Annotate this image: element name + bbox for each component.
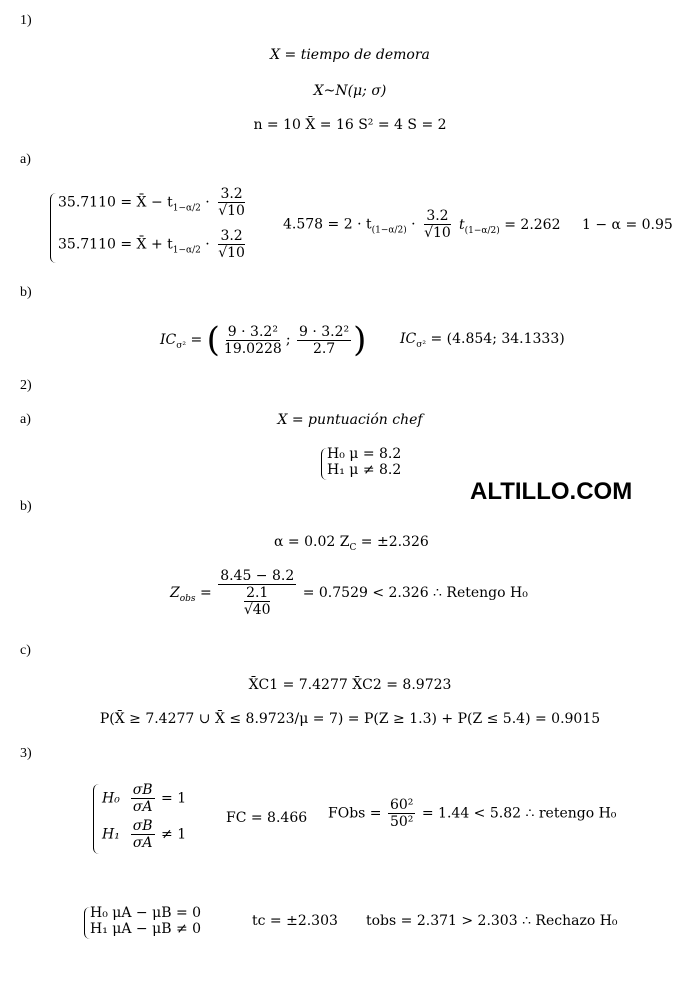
p3-h1-label: H₁: [102, 826, 120, 843]
p1a-eq1-left: 35.7110 = X̄ − t: [58, 194, 173, 211]
p3-h1-den: σA: [132, 835, 153, 851]
p1b-result-value: = (4.854; 34.1333): [430, 331, 565, 347]
p3-fobs-num: 60²: [389, 797, 414, 813]
p2b-critical-value: α = 0.02 $Z_C = \pm 2.326$: [274, 534, 429, 553]
p2b-z-symbol: Z: [170, 585, 180, 601]
p1a-system-brace: [50, 193, 57, 263]
p2a-h1: H₁ μ ≠ 8.2: [327, 462, 402, 478]
section-2-label: 2): [20, 378, 32, 393]
p1b-interval-result: $IC_{\sigma^2} = (4.854$; 34.1333): [400, 331, 565, 350]
p1a-margin-den: √10: [424, 225, 451, 241]
p3-t-h0: H₀ μA − μB = 0: [90, 905, 202, 921]
p1-distribution: X~N(μ; σ): [313, 83, 387, 99]
p2c-probability: P(X̄ ≥ 7.4277 ∪ X̄ ≤ 8.9723/μ = 7) = P(Z ≥ 1.3) + P(Z ≤ 5.4) = 0.9015: [99, 711, 601, 727]
p3-fobs-den: 50²: [389, 814, 414, 830]
p1a-eq1-den: √10: [218, 203, 245, 219]
p3-f-h0: [102, 782, 186, 815]
p2a-h0: H₀ μ = 8.2: [327, 446, 402, 462]
p1b-den1: 19.0228: [223, 340, 282, 357]
p3-fobs: [328, 797, 616, 830]
p2b-alpha-text: α = 0.02 Z: [274, 534, 350, 550]
p1a-eq2-num: 3.2: [220, 228, 243, 244]
p3-h0-eq: = 1: [161, 790, 187, 807]
p3-h1-num: σB: [132, 818, 153, 834]
p1a-t-number: = 2.262: [504, 217, 561, 233]
p1a-equation-1: 35.7110 = X̄ − $t_{1-\alpha/2}$ · $\frac{3.2}{√10}$: [58, 186, 245, 219]
watermark-logo: ALTILLO.COM: [470, 478, 633, 505]
p3-tobs: tobs = 2.371 > 2.303 ∴ Rechazo H₀: [366, 913, 618, 929]
p1a-eq2-left: 35.7110 = X̄ + t: [58, 236, 173, 253]
p1a-t-symbol: t: [459, 217, 465, 233]
p3-fc: FC = 8.466: [226, 810, 308, 826]
p3-tc: tc = ±2.303: [252, 913, 338, 929]
section-2a-label: a): [20, 412, 31, 427]
p1a-margin-equation: $4.578 = 2 \cdot t_{(1-\alpha/2)}$ · $\frac{3.2}{√10}$: [283, 208, 451, 241]
p3-fobs-result: = 1.44 < 5.82 ∴ retengo H₀: [421, 805, 617, 822]
p3-h0-label: H₀: [102, 790, 120, 807]
p1a-confidence: 1 − α = 0.95: [582, 217, 673, 233]
p1a-eq2-den: √10: [218, 245, 245, 261]
p3-t-h1: H₁ μA − μB ≠ 0: [90, 921, 202, 937]
section-1b-label: b): [20, 285, 32, 300]
p3-h0-num: σB: [132, 782, 153, 798]
p1-variable-definition: X = tiempo de demora: [270, 47, 430, 63]
p3-f-h1: [102, 818, 186, 851]
p2c-critical-means: X̄C1 = 7.4277 X̄C2 = 8.9723: [248, 677, 452, 693]
p2a-hypotheses: [327, 444, 401, 480]
p2b-den-num: 2.1: [246, 585, 269, 601]
p1a-equation-2: 35.7110 = X̄ + $t_{1-\alpha/2}$ · $\frac{3.2}{√10}$: [58, 228, 245, 261]
p3-h0-den: σA: [132, 799, 153, 815]
section-1a-label: a): [20, 152, 31, 167]
section-1-label: 1): [20, 13, 32, 28]
p1b-result-ic: IC: [400, 331, 417, 347]
p1b-den2: 2.7: [312, 340, 336, 357]
p2b-result: = 0.7529 < 2.326 ∴ Retengo H₀: [302, 585, 528, 601]
p1b-ic-symbol: IC: [160, 332, 177, 348]
section-2c-label: c): [20, 643, 31, 658]
p2b-num: 8.45 − 8.2: [220, 568, 295, 584]
p1a-margin-num: 3.2: [426, 208, 449, 224]
p1b-interval-formula: $IC_{\sigma^2}$ = ( $\frac{\text{9 · 3.2²}}{19.0228}$ ; $\frac{\text{9 · 3.2²}}{2.7}$ ): [160, 320, 367, 360]
p1b-num1: 9 · 3.2²: [227, 323, 278, 340]
section-3-label: 3): [20, 746, 32, 761]
section-2b-label: b): [20, 499, 32, 514]
p1b-num2: 9 · 3.2²: [299, 323, 350, 340]
p2b-zc-value: = ±2.326: [360, 534, 429, 550]
p3-t-hypotheses: [90, 903, 201, 939]
p2b-zobs-formula: $Z_{obs}$ = $\frac{8.45 - 8.2}{\frac{2.1}{√40}}$ = 0.7529 < 2.326 ∴ Retengo H₀: [170, 568, 528, 618]
p1-sample-stats: n = 10 X̄ = 16 S² = 4 S = 2: [253, 117, 447, 133]
p3-f-brace: [93, 784, 100, 854]
p2b-den-den: √40: [243, 602, 271, 618]
p1a-eq1-num: 3.2: [220, 186, 243, 202]
p2a-variable-definition: X = puntuación chef: [277, 412, 423, 428]
p3-h1-neq: ≠ 1: [161, 826, 187, 843]
p1a-t-value: $t_{(1-\alpha/2)} = 2.262$: [459, 217, 561, 236]
p3-fobs-label: FObs =: [328, 805, 382, 822]
p1a-margin-text: 4.578 = 2 · t: [283, 216, 372, 233]
